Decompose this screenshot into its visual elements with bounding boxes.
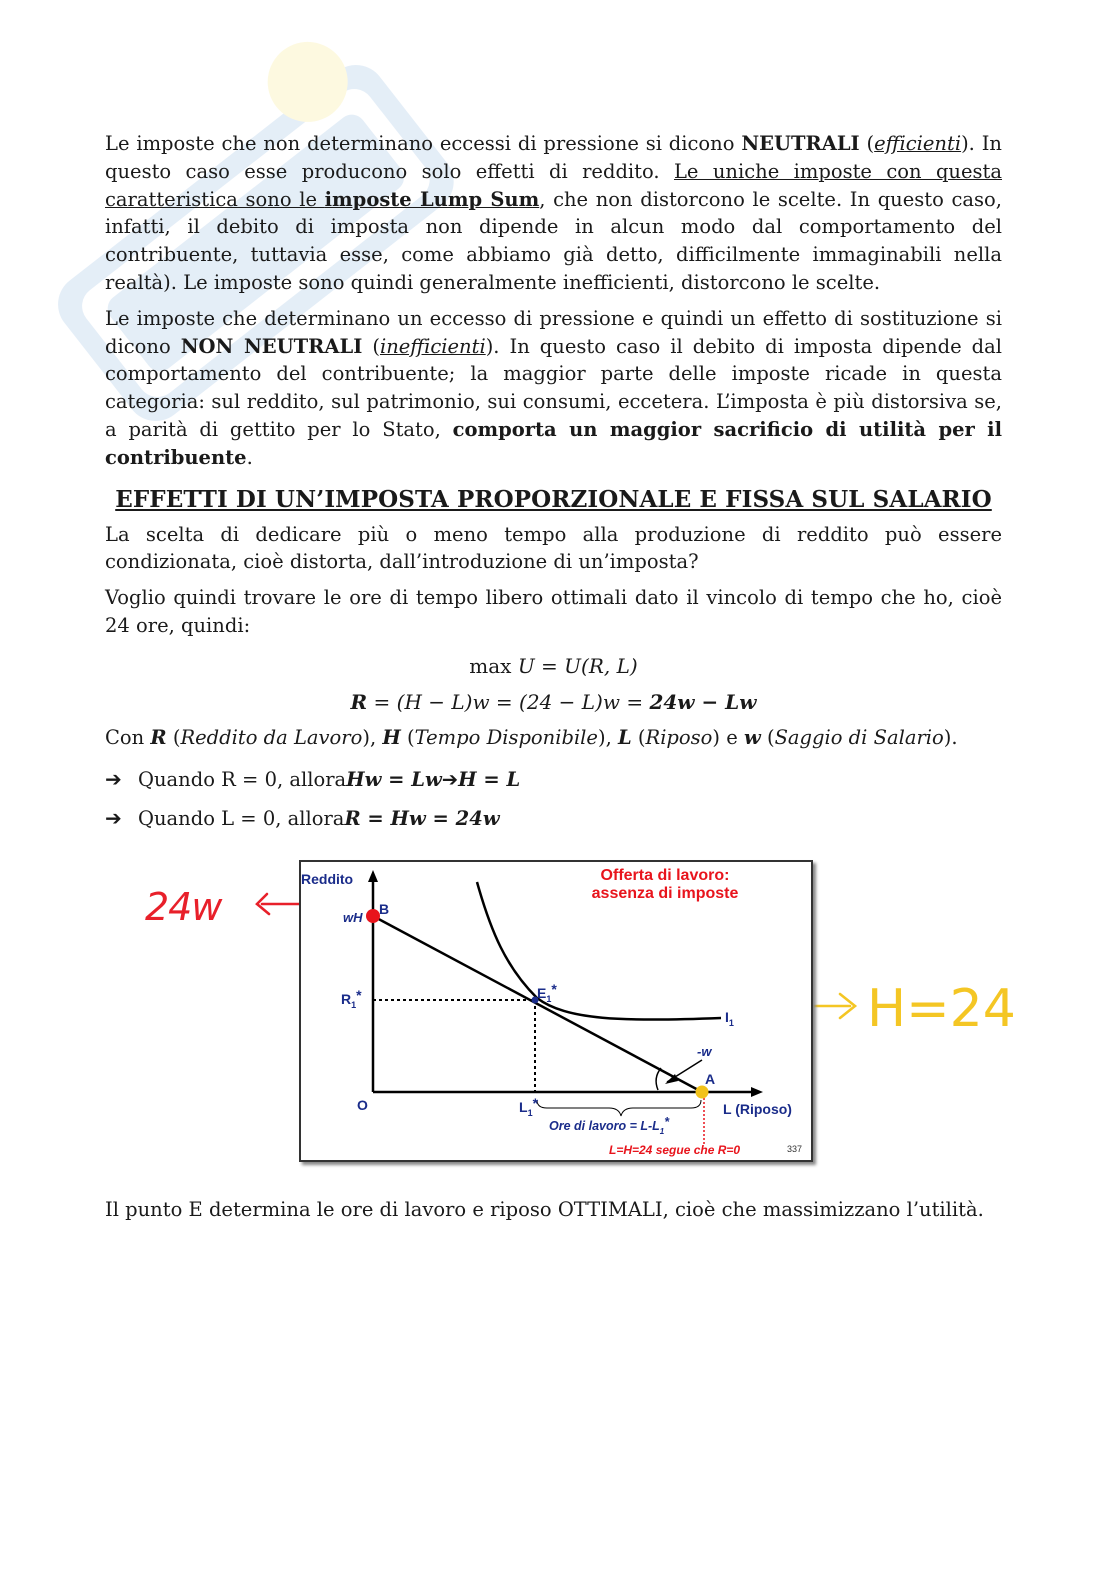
paragraph-conclusion: Il punto E determina le ore di lavoro e riposo OTTIMALI, cioè che massimizzano l’utilità. bbox=[105, 1197, 984, 1221]
handwritten-arrow-icon bbox=[257, 894, 301, 914]
text: U(R, L) bbox=[564, 653, 638, 678]
text: H bbox=[382, 725, 401, 749]
arrow-right-icon: ➔ bbox=[105, 766, 122, 791]
text: R bbox=[150, 725, 167, 749]
l1-sub: 1 bbox=[527, 1107, 533, 1118]
point-a-label: A bbox=[705, 1070, 716, 1087]
angle-arc bbox=[656, 1068, 661, 1090]
text: Quando R = 0, allora bbox=[138, 767, 347, 791]
text: ( bbox=[631, 725, 646, 749]
text: R bbox=[350, 689, 368, 714]
chart-frame bbox=[299, 860, 813, 1162]
figure-labour-supply bbox=[105, 846, 1016, 1196]
wh-label: wH bbox=[343, 909, 363, 925]
text: Con bbox=[105, 725, 151, 749]
text: ( bbox=[859, 132, 875, 155]
text: w bbox=[743, 725, 761, 749]
handwritten-text-h24: H=24 bbox=[867, 978, 1016, 1039]
bullet-r-zero bbox=[105, 760, 1002, 799]
text: ) e bbox=[712, 725, 744, 749]
l1-text: L bbox=[519, 1098, 528, 1115]
italic-term-efficienti: efficienti bbox=[874, 132, 962, 155]
italic-term-inefficienti: inefficienti bbox=[379, 334, 486, 358]
text: Le imposte che determinano un eccesso di pressione e quindi un effetto di sostituzione si dicono bbox=[105, 306, 1002, 358]
point-a-marker bbox=[696, 1085, 709, 1098]
text: ), bbox=[362, 725, 383, 749]
text: ). In questo caso il debito di imposta dipende dal comportamento del contribuente; la maggior parte delle imposte ricade in questa categoria: sul reddito, sul patrimonio, sui consumi, eccetera. L’imposta è più distorsiva se, a parità di gettito per lo Stato, bbox=[105, 334, 1002, 441]
note-label: L=H=24 segue che R=0 bbox=[609, 1142, 741, 1157]
text: ( bbox=[166, 725, 181, 749]
hours-text: Ore di lavoro = L-L bbox=[549, 1118, 660, 1133]
text: H = L bbox=[458, 767, 521, 791]
origin-label: O bbox=[357, 1096, 368, 1113]
chart-title-line2: assenza di imposte bbox=[591, 884, 739, 902]
arrow-right-icon: ➔ bbox=[441, 767, 459, 791]
hours-star: * bbox=[664, 1114, 670, 1129]
paragraph-question: La scelta di dedicare più o meno tempo alla produzione di reddito può essere condizionata, cioè distorta, dall’introduzione di un’imposta? bbox=[105, 522, 1002, 574]
point-b-label: B bbox=[379, 900, 390, 917]
text: Riposo bbox=[645, 725, 713, 749]
text: = bbox=[534, 653, 565, 678]
bold-term-lump-sum: imposte Lump Sum bbox=[324, 187, 540, 211]
text: Tempo Disponibile bbox=[414, 725, 598, 749]
paragraph-neutral-taxes bbox=[105, 130, 1002, 297]
equation-income bbox=[105, 684, 1002, 720]
text: R = Hw = 24w bbox=[344, 806, 500, 830]
bold-phrase: comporta un maggior sacrificio di utilità per il contribuente bbox=[105, 417, 1002, 469]
section-title: EFFETTI DI UN’IMPOSTA PROPORZIONALE E FISSA SUL SALARIO bbox=[115, 485, 992, 513]
r1-text: R bbox=[341, 990, 352, 1007]
text: 24w − Lw bbox=[649, 689, 757, 714]
y-axis-arrow-icon bbox=[368, 870, 378, 882]
text: ). bbox=[943, 725, 958, 749]
paragraph-non-neutral-taxes bbox=[105, 305, 1002, 472]
l1-star: * bbox=[532, 1094, 539, 1111]
r1-star: * bbox=[356, 986, 362, 1003]
slide-page-number: 337 bbox=[787, 1143, 803, 1154]
i1-text: I bbox=[725, 1008, 729, 1025]
text: L bbox=[617, 725, 632, 749]
e1-star: * bbox=[551, 980, 557, 997]
r1-sub: 1 bbox=[351, 999, 357, 1010]
hours-of-work-label bbox=[549, 1115, 670, 1136]
text: Quando L = 0, allora bbox=[138, 806, 345, 830]
brace-hours-of-work bbox=[537, 1100, 701, 1116]
bullet-l-zero bbox=[105, 799, 1002, 838]
bold-term-neutrali: NEUTRALI bbox=[741, 132, 860, 155]
text: max bbox=[469, 653, 518, 678]
text: . bbox=[246, 445, 253, 469]
text: Reddito da Lavoro bbox=[180, 725, 363, 749]
chart-title-line1: Offerta di lavoro: bbox=[600, 866, 730, 884]
paragraph-legend bbox=[105, 724, 1002, 752]
i1-sub: 1 bbox=[728, 1017, 734, 1028]
text: , che non distorcono le scelte. In questo caso, infatti, il debito di imposta non dipende in alcun modo dal comportamento del contribuente, tuttavia esse, come abbiamo già detto, difficilmente immaginabili nella realtà). Le imposte sono quindi generalmente inefficienti, distorcono le scelte. bbox=[105, 187, 1002, 294]
minus-w-label: -w bbox=[697, 1043, 712, 1059]
text: Le imposte che non determinano eccessi di pressione si dicono bbox=[105, 132, 742, 155]
underlined-text: Le uniche imposte con questa caratteristica sono le bbox=[105, 159, 1003, 211]
i1-label bbox=[725, 1009, 734, 1028]
text: ( bbox=[400, 725, 415, 749]
text: ( bbox=[362, 334, 380, 358]
text: ). In questo caso esse producono solo effetti di reddito. bbox=[105, 132, 1002, 183]
text: U bbox=[517, 653, 535, 678]
r1-label bbox=[341, 987, 362, 1010]
text: Saggio di Salario bbox=[774, 725, 944, 749]
paragraph-intro: Voglio quindi trovare le ore di tempo libero ottimali dato il vincolo di tempo che ho, cioè 24 ore, quindi: bbox=[105, 586, 1002, 637]
handwritten-text-24w: 24w bbox=[145, 884, 222, 929]
e1-sub: 1 bbox=[546, 993, 552, 1004]
text: Hw = Lw bbox=[346, 767, 442, 791]
handwritten-annotation-24w bbox=[145, 876, 305, 936]
budget-line bbox=[373, 916, 702, 1092]
text: ), bbox=[597, 725, 618, 749]
e1-label bbox=[537, 981, 557, 1004]
x-axis-arrow-icon bbox=[751, 1087, 763, 1097]
x-axis-label: L (Riposo) bbox=[723, 1100, 792, 1117]
bold-term-non-neutrali: NON NEUTRALI bbox=[180, 334, 363, 358]
text: ( bbox=[760, 725, 775, 749]
point-b-marker bbox=[366, 909, 380, 923]
l1-label bbox=[519, 1095, 539, 1118]
equation-utility bbox=[105, 648, 1002, 684]
document-page bbox=[105, 130, 1016, 1231]
text: = (H − L)w = (24 − L)w = bbox=[367, 689, 650, 714]
hours-sub: 1 bbox=[659, 1126, 665, 1136]
arrow-right-icon: ➔ bbox=[105, 805, 122, 830]
y-axis-label: Reddito bbox=[301, 870, 354, 887]
e1-text: E bbox=[537, 984, 547, 1001]
labour-supply-chart bbox=[301, 862, 811, 1160]
